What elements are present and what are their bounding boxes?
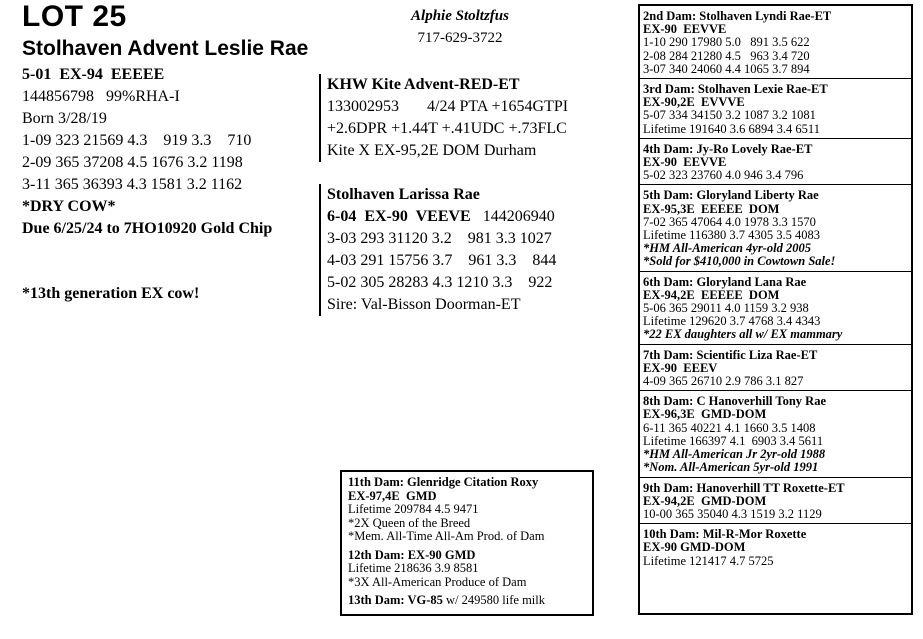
owner-block [340, 5, 580, 49]
sire-line: Kite X EX-95,2E DOM Durham [327, 142, 537, 159]
dam-block [319, 184, 617, 316]
pedigree-note: *Sold for $410,000 in Cowtown Sale! [643, 254, 836, 269]
dam12-line: *3X All-American Produce of Dam [348, 574, 527, 589]
pedigree-note: *HM All-American Jr 2yr-old 1988 [643, 447, 826, 462]
pedigree-record: 5-02 323 23760 4.0 946 3.4 796 [643, 168, 804, 183]
pedigree-entry [640, 6, 911, 79]
pedigree-classification: EX-90 EEVVE [643, 22, 727, 37]
pedigree-name: Hanoverhill TT Roxette-ET [696, 480, 845, 495]
dam13-line [348, 594, 592, 608]
cow-born: Born 3/28/19 [22, 110, 107, 127]
dam-class-line [327, 206, 617, 228]
dam11-line: Lifetime 209784 4.5 9471 [348, 502, 479, 516]
pedigree-entry [640, 391, 911, 477]
owner-name: Alphie Stoltzfus [411, 8, 509, 24]
pedigree-box [638, 4, 913, 615]
sire-line: 133002953 4/24 PTA +1654GTPI [327, 98, 569, 115]
dam11-line: *2X Queen of the Breed [348, 515, 471, 530]
pedigree-name: Gloryland Liberty Rae [696, 188, 819, 203]
pedigree-heading [643, 482, 911, 495]
pedigree-classification: EX-94,2E EEEEE DOM [643, 287, 780, 302]
cow-registration: 144856798 99%RHA-I [22, 88, 180, 105]
pedigree-name: Jy-Ro Lovely Rae-ET [696, 141, 813, 156]
pedigree-name: Mil-R-Mor Roxette [702, 527, 807, 542]
pedigree-record: 7-02 365 47064 4.0 1978 3.3 1570 [643, 214, 816, 229]
lot-title: LOT 25 [22, 0, 127, 33]
dam-record: 4-03 291 15756 3.7 961 3.3 844 [327, 252, 557, 269]
pedigree-note: *HM All-American 4yr-old 2005 [643, 241, 811, 256]
dam-record: 3-03 293 31120 3.2 981 3.3 1027 [327, 230, 552, 247]
pedigree-record: 3-07 340 24060 4.4 1065 3.7 894 [643, 61, 810, 76]
pedigree-entry [640, 139, 911, 186]
pedigree-entry [640, 345, 911, 392]
pedigree-record: 10-00 365 35040 4.3 1519 3.2 1129 [643, 506, 822, 521]
pedigree-generation: 6th Dam: [643, 274, 694, 289]
cow-classification: 5-01 EX-94 EEEEE [22, 66, 165, 83]
pedigree-generation: 10th Dam: [643, 527, 700, 542]
dam-registration: 144206940 [470, 208, 555, 225]
cow-record: 3-11 365 36393 4.3 1581 3.2 1162 [22, 176, 243, 193]
pedigree-record: Lifetime 191640 3.6 6894 3.4 6511 [643, 121, 820, 136]
pedigree-classification: EX-90,2E EVVVE [643, 95, 745, 110]
pedigree-note: *Nom. All-American 5yr-old 1991 [643, 460, 819, 475]
generation-note: *13th generation EX cow! [22, 285, 200, 302]
pedigree-entry [640, 79, 911, 139]
pedigree-record: Lifetime 129620 3.7 4768 3.4 4343 [643, 314, 821, 329]
pedigree-generation: 3rd Dam: [643, 82, 695, 97]
dam-name: Stolhaven Larissa Rae [327, 186, 480, 203]
cow-record: 2-09 365 37208 4.5 1676 3.2 1198 [22, 154, 243, 171]
pedigree-entry [640, 272, 911, 345]
cow-record: 1-09 323 21569 4.3 919 3.3 710 [22, 132, 252, 149]
pedigree-classification: EX-90 GMD-DOM [643, 540, 746, 555]
pedigree-generation: 7th Dam: [643, 347, 694, 362]
pedigree-record: 5-06 365 29011 4.0 1159 3.2 938 [643, 301, 809, 316]
pedigree-classification: EX-94,2E GMD-DOM [643, 493, 767, 508]
ancestry-box [340, 470, 594, 616]
owner-phone: 717-629-3722 [417, 30, 503, 46]
pedigree-generation: 8th Dam: [643, 394, 694, 409]
pedigree-record: Lifetime 121417 4.7 5725 [643, 553, 774, 568]
pedigree-name: Stolhaven Lexie Rae-ET [697, 82, 828, 97]
cow-name: Stolhaven Advent Leslie Rae [22, 37, 309, 60]
pedigree-record: 2-08 284 21280 4.5 963 3.4 720 [643, 48, 810, 63]
sire-block [319, 74, 617, 162]
pedigree-name: Stolhaven Lyndi Rae-ET [699, 9, 832, 23]
sire-name: KHW Kite Advent-RED-ET [327, 76, 520, 93]
pedigree-name: C Hanoverhill Tony Rae [696, 394, 827, 409]
dam11-line: *Mem. All-Time All-Am Prod. of Dam [348, 529, 545, 543]
pedigree-name: Scientific Liza Rae-ET [696, 347, 818, 362]
sire-line: +2.6DPR +1.44T +.41UDC +.73FLC [327, 120, 567, 137]
dam12-line: Lifetime 218636 3.9 8581 [348, 561, 479, 575]
pedigree-generation: 2nd Dam: [643, 9, 697, 23]
pedigree-record: Lifetime 116380 3.7 4305 3.5 4083 [643, 228, 820, 243]
pedigree-entry [640, 478, 911, 525]
pedigree-record: 5-07 334 34150 3.2 1087 3.2 1081 [643, 108, 816, 123]
pedigree-generation: 4th Dam: [643, 141, 694, 156]
pedigree-heading [643, 189, 911, 202]
pedigree-name: Gloryland Lana Rae [696, 274, 807, 289]
dam13-rest: w/ 249580 life milk [442, 593, 545, 607]
cow-due-date: Due 6/25/24 to 7HO10920 Gold Chip [22, 220, 273, 237]
pedigree-entry [640, 185, 911, 271]
pedigree-record: 6-11 365 40221 4.1 1660 3.5 1408 [643, 420, 816, 435]
pedigree-note: *22 EX daughters all w/ EX mammary [643, 327, 843, 342]
pedigree-record: 4-09 365 26710 2.9 786 3.1 827 [643, 374, 804, 389]
pedigree-entry [640, 524, 911, 570]
pedigree-record: Lifetime 166397 4.1 6903 3.4 5611 [643, 433, 824, 448]
cow-details [22, 64, 322, 240]
dam-sire: Sire: Val-Bisson Doorman-ET [327, 296, 521, 313]
pedigree-heading [643, 349, 911, 362]
pedigree-classification: EX-90 EEVVE [643, 155, 727, 170]
dam-classification: 6-04 EX-90 VEEVE [327, 208, 471, 225]
pedigree-generation: 9th Dam: [643, 480, 694, 495]
pedigree-generation: 5th Dam: [643, 188, 694, 203]
pedigree-record: 1-10 290 17980 5.0 891 3.5 622 [643, 35, 810, 50]
pedigree-classification: EX-95,3E EEEEE DOM [643, 201, 780, 216]
pedigree-classification: EX-96,3E GMD-DOM [643, 407, 767, 422]
pedigree-classification: EX-90 EEEV [643, 360, 718, 375]
dam11-class: EX-97,4E GMD [348, 488, 437, 503]
cow-status: *DRY COW* [22, 198, 116, 215]
pedigree-heading [643, 276, 911, 289]
dam-record: 5-02 305 28283 4.3 1210 3.3 922 [327, 274, 553, 291]
dam13-heading: 13th Dam: VG-85 [348, 593, 443, 607]
dam12-heading: 12th Dam: EX-90 GMD [348, 547, 476, 562]
dam11-heading: 11th Dam: Glenridge Citation Roxy [348, 475, 539, 489]
